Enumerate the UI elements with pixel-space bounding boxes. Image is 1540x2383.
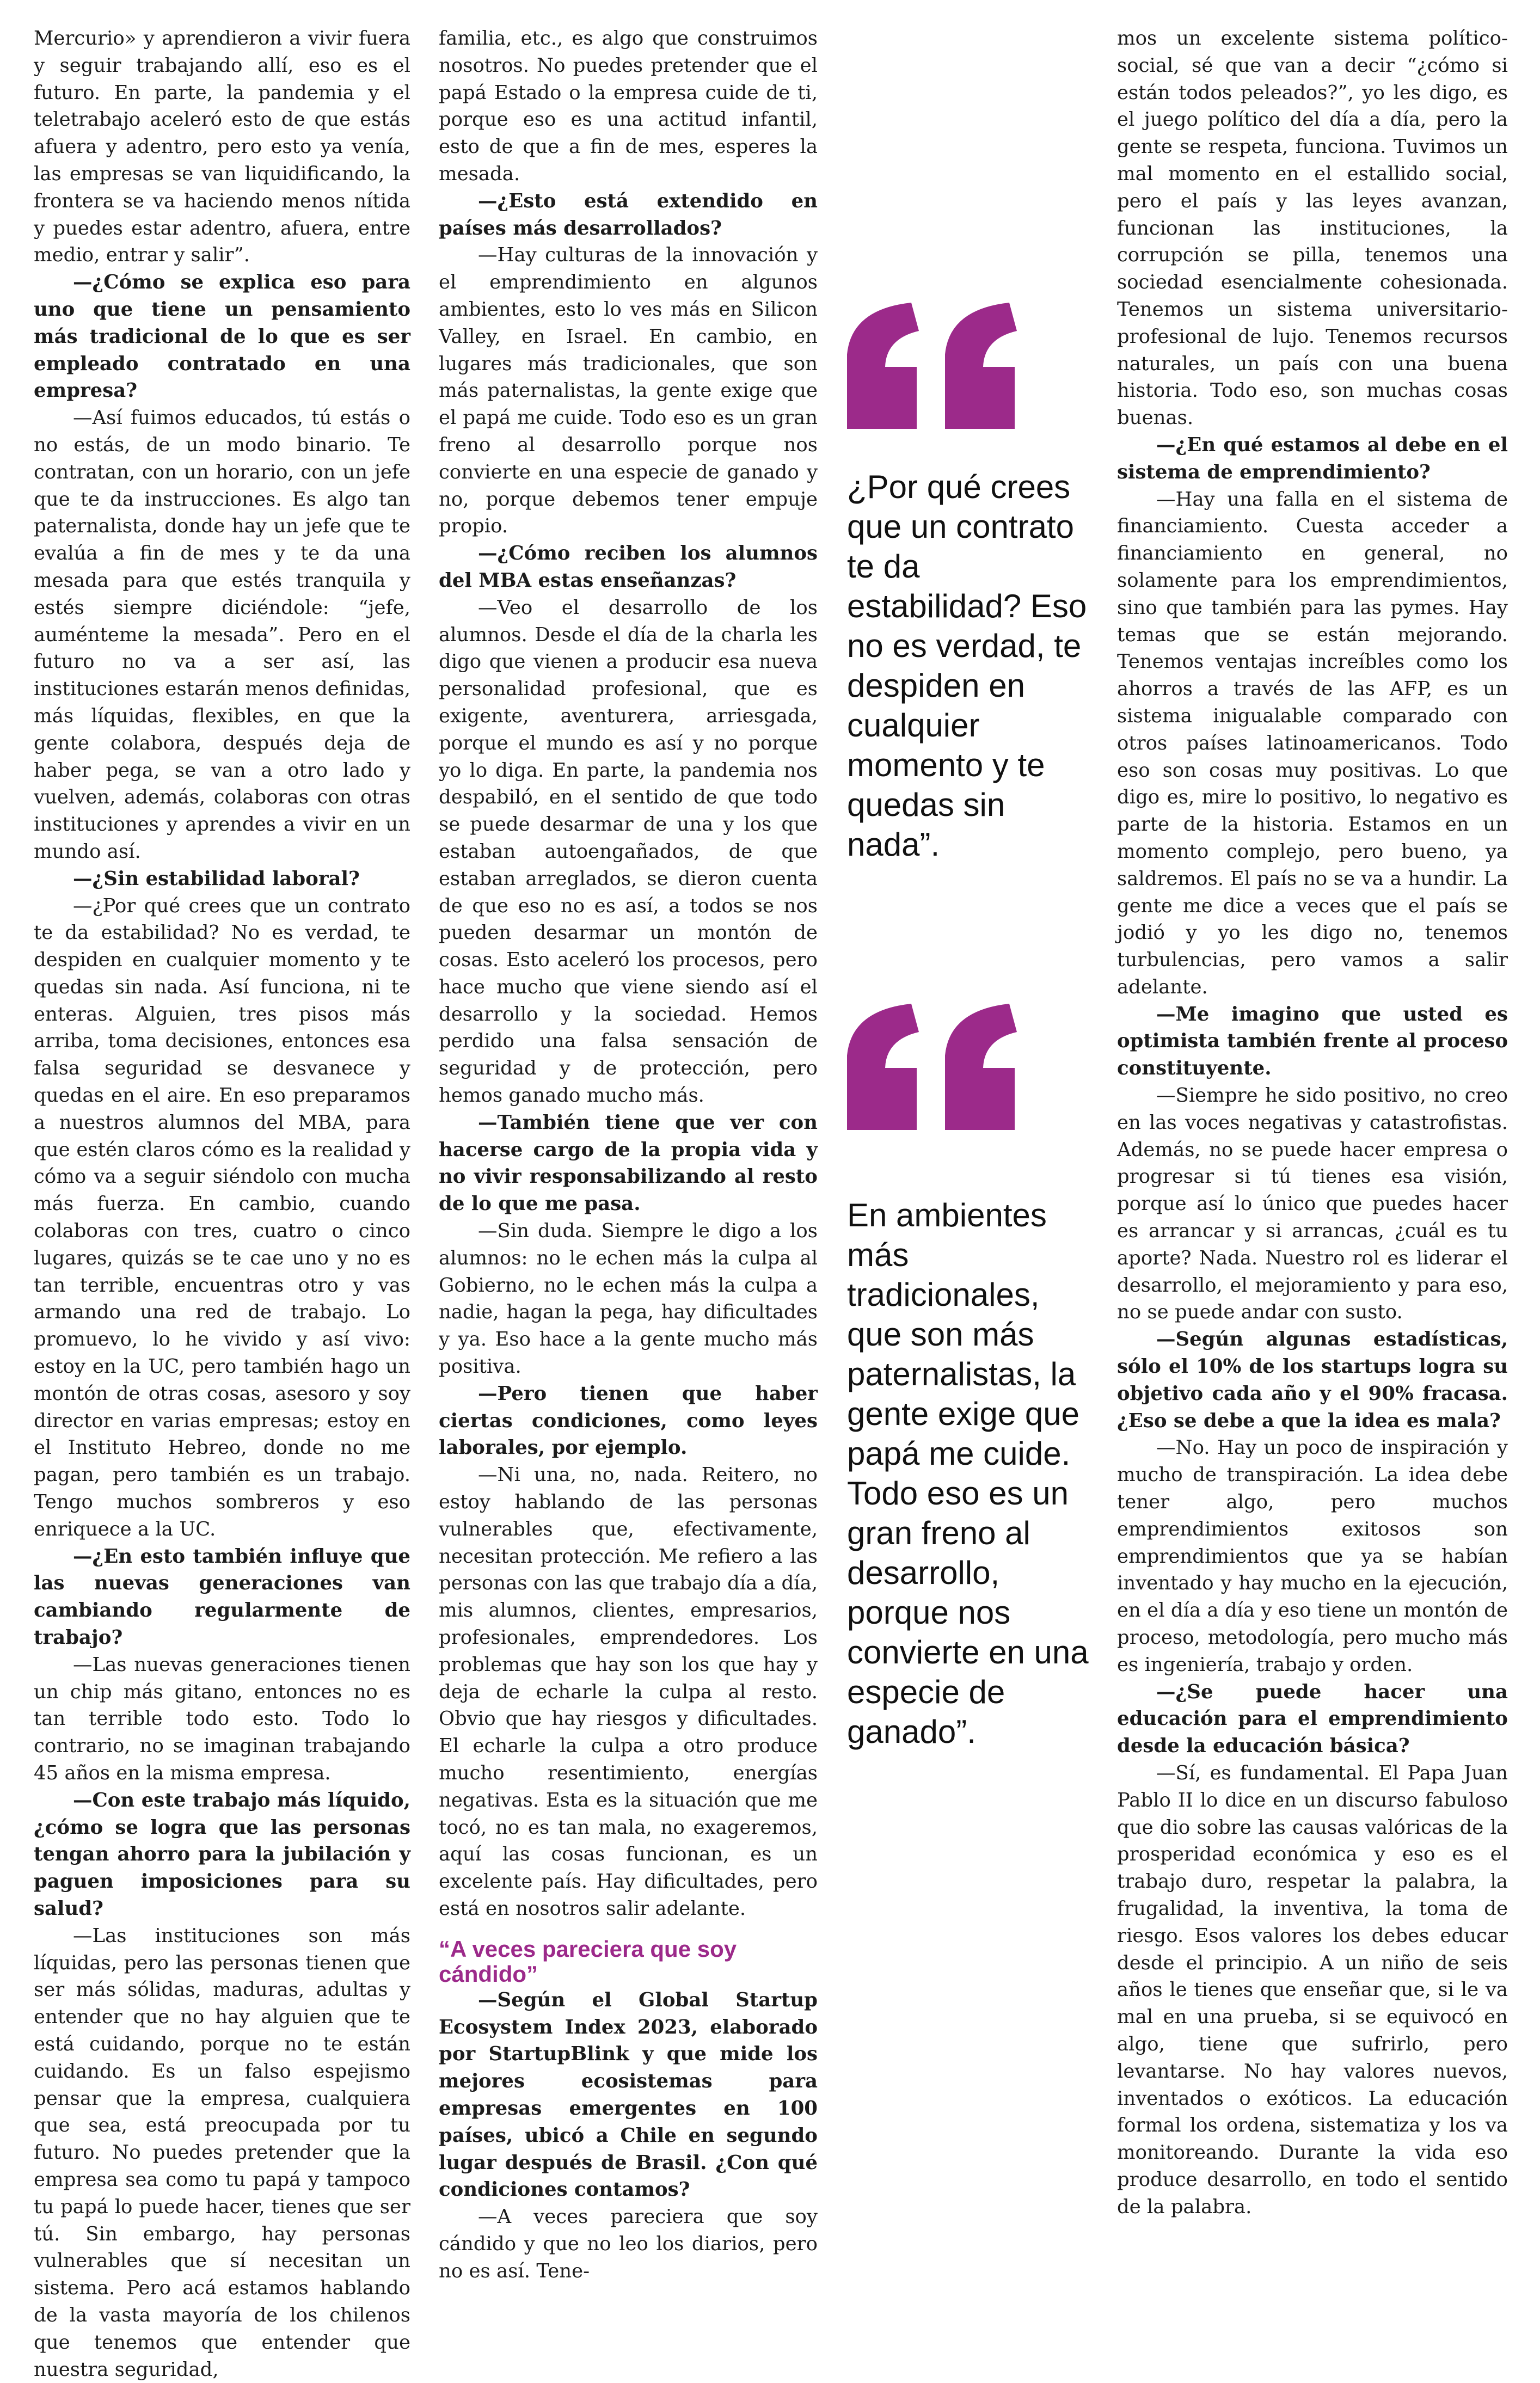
interview-question: —Según algunas estadísticas, sólo el 10% de los startups logra su objetivo cada año y el 90% fracasa. ¿Eso se debe a que la idea es mala? [1117, 1328, 1508, 1432]
section-heading: “A veces pareciera que soy cándido” [439, 1936, 737, 1987]
body-paragraph: —Hay una falla en el sistema de financiamiento. Cuesta acceder a financiamiento en general, no solamente para los emprendimientos, sino que también para las pymes. Hay temas que se están mejorando. Tenemos ventajas increíbles como los ahorros a través de las AFP, es un sistema inigualable comparado con otros países latinoamericanos. Todo eso son cosas muy positivas. Lo que digo es, mire lo positivo, lo negativo es parte de la historia. Estamos en un momento complejo, pero bueno, ya saldremos. El país no se va a hundir. La gente me dice a veces que el país se jodió y yo les digo no, tenemos turbulencias, pero vamos a salir adelante. [1117, 488, 1508, 998]
interview-question: —¿En esto también influye que las nuevas generaciones van cambiando regularmente de trabajo? [34, 1545, 410, 1649]
interview-question: —También tiene que ver con hacerse cargo de la propia vida y no vivir responsabilizando al resto de lo que me pasa. [439, 1111, 818, 1215]
quote-mark-icon [847, 1004, 1027, 1130]
body-paragraph: familia, etc., es algo que construimos nosotros. No puedes pretender que el papá Estado o la empresa cuide de ti, porque eso es una actitud infantil, esto de que a fin de mes, esperes la mesada. [439, 27, 818, 185]
body-paragraph: Mercurio» y aprendieron a vivir fuera y seguir trabajando allí, eso es el futuro. En parte, la pandemia y el teletrabajo aceleró esto de que estás afuera y adentro, pero esto ya venía, las empresas se van liquidificando, la frontera se va haciendo menos nítida y puedes estar adentro, afuera, entre medio, entrar y salir”. [34, 27, 410, 267]
body-paragraph: —No. Hay un poco de inspiración y mucho de transpiración. La idea debe tener algo, pero muchos emprendimientos exitosos son emprendimientos que ya se habían inventado y hay mucho en la ejecución, en el día a día y eso tiene un montón de proceso, metodología, pero mucho más es ingeniería, trabajo y orden. [1117, 1436, 1508, 1676]
pullquote-2: En ambientes más tradicionales, que son más paternalistas, la gente exige que papá me cuide. Todo eso es un gran freno al desarrollo, porque nos convierte en una especie de ganado”. [847, 1197, 1089, 1750]
body-paragraph: —Las nuevas generaciones tienen un chip más gitano, entonces no es tan terrible todo esto. Todo lo contrario, no se imaginan trabajando 45 años en la misma empresa. [34, 1653, 410, 1784]
body-paragraph: —Veo el desarrollo de los alumnos. Desde el día de la charla les digo que vienen a producir esa nueva personalidad profesional, que es exigente, aventurera, arriesgada, porque el mundo es así y no porque yo lo diga. En parte, la pandemia nos despabiló, en el sentido de que todo se puede desarmar de una y los que estaban autoengañados, de que estaban arreglados, se dieron cuenta de que eso no es así, a todos se nos pueden desarmar un montón de cosas. Esto aceleró los procesos, pero hace mucho que viene siendo así el desarrollo y la sociedad. Hemos perdido una falsa sensación de seguridad y de protección, pero hemos ganado mucho más. [439, 596, 818, 1107]
article-column-2 [439, 25, 818, 2282]
interview-question: —¿Cómo reciben los alumnos del MBA estas enseñanzas? [439, 542, 818, 592]
interview-question: —Pero tienen que haber ciertas condiciones, como leyes laborales, por ejemplo. [439, 1382, 818, 1459]
interview-question: —¿Sin estabilidad laboral? [73, 867, 360, 890]
interview-question: —Con este trabajo más líquido, ¿cómo se logra que las personas tengan ahorro para la jubilación y paguen imposiciones para su salud? [34, 1789, 410, 1920]
body-paragraph: —Así fuimos educados, tú estás o no estás, de un modo binario. Te contratan, con un horario, con un jefe que te da instrucciones. Es algo tan paternalista, donde hay un jefe que te evalúa a fin de mes y te da una mesada para que estés tranquila y estés siempre diciéndole: “jefe, auménteme la mesada”. Pero en el futuro no va a ser así, las instituciones estarán menos definidas, más líquidas, flexibles, en que la gente colabora, después deja de haber pega, se van a otro lado y vuelven, además, colaboras con otras instituciones y aprendes a vivir en un mundo así. [34, 407, 410, 863]
pullquote-1: ¿Por qué crees que un contrato te da estabilidad? Eso no es verdad, te despiden en cualquier momento y te quedas sin nada”. [847, 469, 1087, 863]
body-paragraph: —Siempre he sido positivo, no creo en las voces negativas y catastrofistas. Además, no se puede hacer empresa o progresar si tú tienes esa visión, porque así lo único que puedes hacer es arrancar y si arrancas, ¿cuál es tu aporte? Nada. Nuestro rol es liderar el desarrollo, el mejoramiento y para eso, no se puede andar con susto. [1117, 1084, 1508, 1324]
interview-question: —¿Se puede hacer una educación para el emprendimiento desde la educación básica? [1117, 1680, 1508, 1758]
article-column-3 [1117, 25, 1508, 2218]
body-paragraph: —Hay culturas de la innovación y el emprendimiento en algunos ambientes, esto lo ves más en Silicon Valley, en Israel. En cambio, en lugares más tradicionales, que son más paternalistas, la gente exige que el papá me cuide. Todo eso es un gran freno al desarrollo porque nos convierte en una especie de ganado y no, porque debemos tener empuje propio. [439, 244, 818, 538]
quote-mark-icon [847, 303, 1027, 429]
interview-question: —¿En qué estamos al debe en el sistema de emprendimiento? [1117, 433, 1508, 483]
interview-question: —¿Cómo se explica eso para uno que tiene un pensamiento más tradicional de lo que es ser empleado contratado en una empresa? [34, 271, 410, 402]
article-column-1 [34, 25, 410, 2381]
body-paragraph: —Sin duda. Siempre le digo a los alumnos: no le echen más la culpa al Gobierno, no le echen más la culpa a nadie, hagan la pega, hay dificultades y ya. Eso hace a la gente mucho más positiva. [439, 1220, 818, 1378]
body-paragraph: —¿Por qué crees que un contrato te da estabilidad? No es verdad, te despiden en cualquier momento y te quedas sin nada. Así funciona, ni te enteras. Alguien, tres pisos más arriba, toma decisiones, entonces esa falsa seguridad se desvanece y quedas en el aire. En eso preparamos a nuestros alumnos del MBA, para que estén claros cómo es la realidad y cómo va a seguir siéndolo con mucha más fuerza. En cambio, cuando colaboras con tres, cuatro o cinco lugares, quizás se te cae uno y no es tan terrible, encuentras otro y vas armando una red de trabajo. Lo promuevo, lo he vivido y así vivo: estoy en la UC, pero también hago un montón de otras cosas, asesoro y soy director en varias empresas; estoy en el Instituto Hebreo, donde no me pagan, pero también es un trabajo. Tengo muchos sombreros y eso enriquece a la UC. [34, 894, 410, 1540]
interview-question: —Me imagino que usted es optimista también frente al proceso constituyente. [1117, 1003, 1508, 1080]
body-paragraph: —Sí, es fundamental. El Papa Juan Pablo II lo dice en un discurso fabuloso que dio sobre las causas valóricas de la prosperidad económica y eso es el trabajo duro, respetar la palabra, la frugalidad, la inventiva, la toma de riesgo. Esos valores los debes educar desde el principio. A un niño de seis años le tienes que enseñar que, si le va mal en una prueba, si se equivocó en algo, tiene que sufrirlo, pero levantarse. No hay valores nuevos, inventados o exóticos. La educación formal los ordena, sistematiza y los va monitoreando. Durante la vida eso produce desarrollo, en todo el sentido de la palabra. [1117, 1762, 1508, 2218]
body-paragraph: —A veces pareciera que soy cándido y que no leo los diarios, pero no es así. Tene- [439, 2206, 818, 2282]
interview-question: —¿Esto está extendido en países más desarrollados? [439, 189, 818, 239]
body-paragraph: —Las instituciones son más líquidas, pero las personas tienen que ser más sólidas, maduras, adultas y entender que no hay alguien que te está cuidando, porque no te están cuidando. Es un falso espejismo pensar que la empresa, cualquiera que sea, está preocupada por tu futuro. No puedes pretender que la empresa sea como tu papá y tampoco tu papá lo puede hacer, tienes que ser tú. Sin embargo, hay personas vulnerables que sí necesitan un sistema. Pero acá estamos hablando de la vasta mayoría de los chilenos que tenemos que entender que nuestra seguridad, [34, 1924, 410, 2381]
body-paragraph: mos un excelente sistema político-social, sé que van a decir “¿cómo si están todos peleados?”, yo les digo, es el juego político del día a día, pero la gente se respeta, funciona. Tuvimos un mal momento en el estallido social, pero el país y las leyes avanzan, funcionan las instituciones, la corrupción se pilla, tenemos una sociedad esencialmente cohesionada. Tenemos un sistema universitario-profesional de lujo. Tenemos recursos naturales, un país con una buena historia. Todo eso, son muchas cosas buenas. [1117, 27, 1508, 429]
interview-question: —Según el Global Startup Ecosystem Index 2023, elaborado por StartupBlink y que mide los mejores ecosistemas para empresas emergentes en 100 países, ubicó a Chile en segundo lugar después de Brasil. ¿Con qué condiciones contamos? [439, 1988, 818, 2201]
body-paragraph: —Ni una, no, nada. Reitero, no estoy hablando de las personas vulnerables que, efectivamente, necesitan protección. Me refiero a las personas con las que trabajo día a día, mis alumnos, clientes, empresarios, profesionales, emprendedores. Los problemas que hay son los que hay y deja de echarle la culpa al resto. Obvio que hay riesgos y dificultades. El echarle la culpa a otro produce mucho resentimiento, energías negativas. Esta es la situación que me tocó, no es tan mala, no exageremos, aquí las cosas funcionan, es un excelente país. Hay dificultades, pero está en nosotros salir adelante. [439, 1464, 818, 1920]
